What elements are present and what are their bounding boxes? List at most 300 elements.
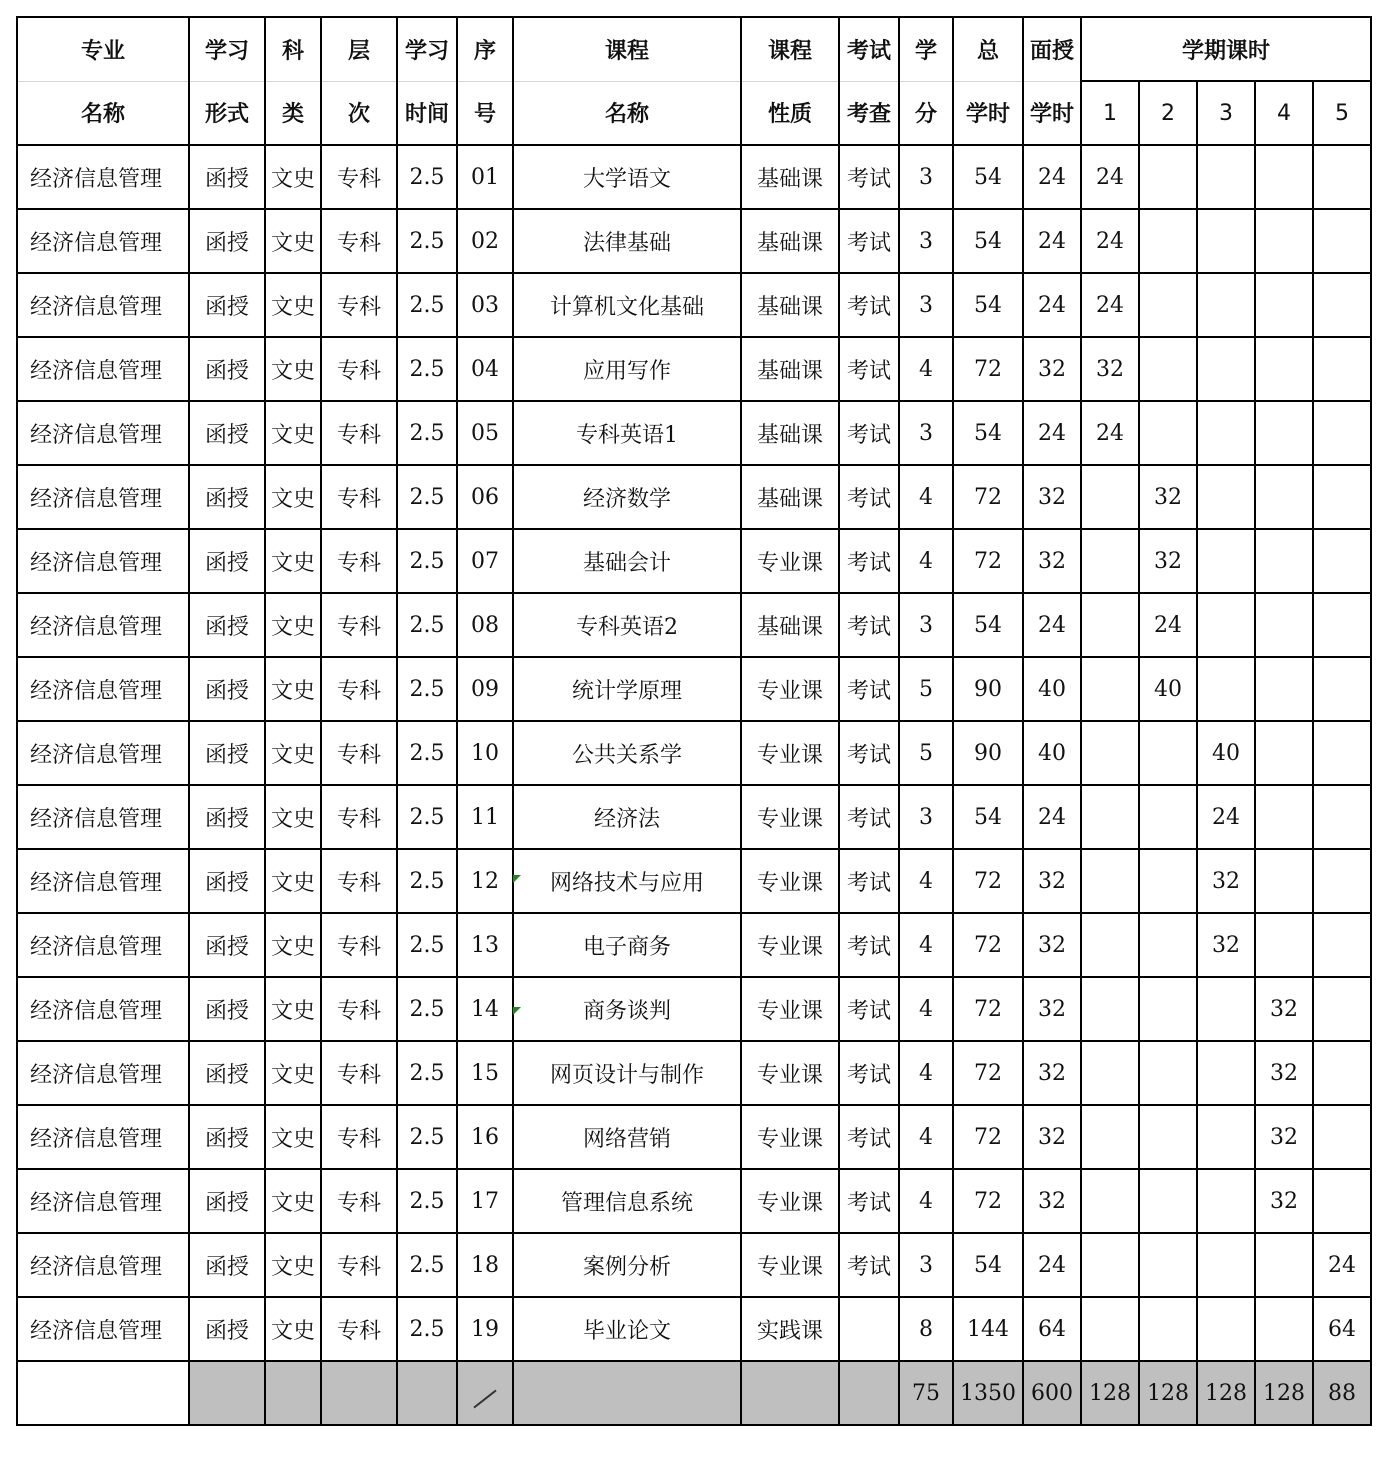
header-study-time-2: 时间 [397, 81, 457, 145]
exam-type-cell: 考试 [839, 593, 899, 657]
exam-type-cell: 考试 [839, 1105, 899, 1169]
semester-4-cell [1255, 913, 1313, 977]
semester-1-cell [1081, 1297, 1139, 1361]
comment-marker-icon [513, 1007, 521, 1015]
table-row [17, 273, 1371, 337]
diagonal-slash-mark [473, 1389, 496, 1408]
total-hours-cell: 72 [953, 529, 1023, 593]
curriculum-table [16, 16, 1372, 1426]
exam-type-cell [839, 1297, 899, 1361]
total-hours-cell: 72 [953, 465, 1023, 529]
semester-3-cell [1197, 657, 1255, 721]
study-form-cell: 函授 [189, 145, 265, 209]
study-time-cell: 2.5 [397, 1297, 457, 1361]
category-cell: 文史 [265, 1105, 321, 1169]
study-time-cell: 2.5 [397, 657, 457, 721]
semester-1-cell [1081, 977, 1139, 1041]
semester-4-cell [1255, 465, 1313, 529]
table-row [17, 785, 1371, 849]
semester-3-cell [1197, 273, 1255, 337]
credits-cell: 8 [899, 1297, 953, 1361]
header-major: 专业 [17, 17, 189, 81]
semester-2-cell [1139, 401, 1197, 465]
level-cell: 专科 [321, 1297, 397, 1361]
header-course-type-2: 性质 [741, 81, 839, 145]
total-hours-cell: 144 [953, 1297, 1023, 1361]
major-cell: 经济信息管理 [17, 657, 189, 721]
header-row-1 [17, 17, 1371, 81]
study-time-cell: 2.5 [397, 401, 457, 465]
face-hours-cell: 32 [1023, 337, 1081, 401]
face-hours-cell: 32 [1023, 465, 1081, 529]
semester-2-cell [1139, 1169, 1197, 1233]
course-type-cell: 专业课 [741, 1169, 839, 1233]
study-form-cell: 函授 [189, 209, 265, 273]
number-cell: 04 [457, 337, 513, 401]
semester-5-cell [1313, 209, 1371, 273]
total-hours-cell: 72 [953, 1169, 1023, 1233]
study-form-cell: 函授 [189, 1297, 265, 1361]
total-hours-cell: 72 [953, 977, 1023, 1041]
header-category-2: 类 [265, 81, 321, 145]
credits-cell: 3 [899, 1233, 953, 1297]
number-cell: 05 [457, 401, 513, 465]
exam-type-cell: 考试 [839, 529, 899, 593]
total-hours-cell: 54 [953, 273, 1023, 337]
semester-1-cell: 32 [1081, 337, 1139, 401]
number-cell: 06 [457, 465, 513, 529]
semester-3-cell: 24 [1197, 785, 1255, 849]
category-cell: 文史 [265, 849, 321, 913]
table-row [17, 401, 1371, 465]
number-cell: 12 [457, 849, 513, 913]
major-cell: 经济信息管理 [17, 977, 189, 1041]
total-hours-cell: 72 [953, 1105, 1023, 1169]
category-cell: 文史 [265, 273, 321, 337]
semester-2-cell [1139, 1233, 1197, 1297]
table-row [17, 1169, 1371, 1233]
number-cell: 02 [457, 209, 513, 273]
totals-slash-cell [457, 1361, 513, 1425]
level-cell: 专科 [321, 337, 397, 401]
course-type-cell: 基础课 [741, 337, 839, 401]
total-hours-cell: 54 [953, 1233, 1023, 1297]
study-form-cell: 函授 [189, 977, 265, 1041]
credits-cell: 4 [899, 337, 953, 401]
semester-1-cell [1081, 593, 1139, 657]
total-hours-cell: 72 [953, 849, 1023, 913]
table-row [17, 977, 1371, 1041]
totals-gray-cell [741, 1361, 839, 1425]
header-study-form: 学习 [189, 17, 265, 81]
semester-3-cell [1197, 593, 1255, 657]
course-type-cell: 专业课 [741, 657, 839, 721]
totals-gray-cell [321, 1361, 397, 1425]
number-cell: 07 [457, 529, 513, 593]
exam-type-cell: 考试 [839, 1233, 899, 1297]
course-name-cell: 经济数学 [513, 465, 741, 529]
face-hours-cell: 24 [1023, 401, 1081, 465]
exam-type-cell: 考试 [839, 721, 899, 785]
face-hours-cell: 40 [1023, 721, 1081, 785]
semester-3-cell [1197, 1233, 1255, 1297]
face-hours-cell: 32 [1023, 849, 1081, 913]
header-level: 层 [321, 17, 397, 81]
level-cell: 专科 [321, 785, 397, 849]
study-form-cell: 函授 [189, 849, 265, 913]
semester-3-cell [1197, 401, 1255, 465]
study-form-cell: 函授 [189, 785, 265, 849]
study-time-cell: 2.5 [397, 337, 457, 401]
semester-1-cell [1081, 785, 1139, 849]
category-cell: 文史 [265, 913, 321, 977]
study-time-cell: 2.5 [397, 977, 457, 1041]
course-type-cell: 基础课 [741, 145, 839, 209]
header-number: 序 [457, 17, 513, 81]
exam-type-cell: 考试 [839, 337, 899, 401]
semester-3-cell [1197, 1297, 1255, 1361]
totals-semester-2: 128 [1139, 1361, 1197, 1425]
semester-1-cell: 24 [1081, 209, 1139, 273]
number-cell: 14 [457, 977, 513, 1041]
semester-3-cell [1197, 977, 1255, 1041]
total-hours-cell: 72 [953, 1041, 1023, 1105]
exam-type-cell: 考试 [839, 465, 899, 529]
semester-3-cell [1197, 1041, 1255, 1105]
course-type-cell: 专业课 [741, 721, 839, 785]
study-form-cell: 函授 [189, 401, 265, 465]
semester-3-cell [1197, 1105, 1255, 1169]
header-course-name-2: 名称 [513, 81, 741, 145]
semester-1-cell [1081, 529, 1139, 593]
semester-3-cell: 32 [1197, 913, 1255, 977]
semester-4-cell [1255, 593, 1313, 657]
table-row [17, 145, 1371, 209]
header-credits-2: 分 [899, 81, 953, 145]
comment-marker-icon [513, 875, 521, 883]
semester-2-cell [1139, 721, 1197, 785]
number-cell: 19 [457, 1297, 513, 1361]
header-credits: 学 [899, 17, 953, 81]
category-cell: 文史 [265, 721, 321, 785]
level-cell: 专科 [321, 1041, 397, 1105]
semester-4-cell [1255, 849, 1313, 913]
major-cell: 经济信息管理 [17, 529, 189, 593]
study-time-cell: 2.5 [397, 1233, 457, 1297]
semester-1-cell [1081, 1169, 1139, 1233]
study-form-cell: 函授 [189, 657, 265, 721]
semester-4-cell [1255, 1297, 1313, 1361]
course-name-cell: 基础会计 [513, 529, 741, 593]
totals-row [17, 1361, 1371, 1425]
semester-4-cell: 32 [1255, 1169, 1313, 1233]
study-time-cell: 2.5 [397, 273, 457, 337]
exam-type-cell: 考试 [839, 849, 899, 913]
course-type-cell: 专业课 [741, 1105, 839, 1169]
table-row [17, 1233, 1371, 1297]
exam-type-cell: 考试 [839, 657, 899, 721]
study-form-cell: 函授 [189, 529, 265, 593]
semester-5-cell [1313, 657, 1371, 721]
study-time-cell: 2.5 [397, 529, 457, 593]
course-name-cell: 电子商务 [513, 913, 741, 977]
semester-5-cell [1313, 273, 1371, 337]
category-cell: 文史 [265, 977, 321, 1041]
course-name-cell: 毕业论文 [513, 1297, 741, 1361]
course-name-cell: 商务谈判 [513, 977, 741, 1041]
major-cell: 经济信息管理 [17, 593, 189, 657]
semester-5-cell [1313, 145, 1371, 209]
exam-type-cell: 考试 [839, 977, 899, 1041]
course-name-cell: 大学语文 [513, 145, 741, 209]
semester-5-cell [1313, 465, 1371, 529]
semester-2-cell: 32 [1139, 465, 1197, 529]
header-number-2: 号 [457, 81, 513, 145]
semester-5-cell [1313, 913, 1371, 977]
totals-gray-cell [839, 1361, 899, 1425]
study-time-cell: 2.5 [397, 593, 457, 657]
study-time-cell: 2.5 [397, 1105, 457, 1169]
semester-2-cell: 32 [1139, 529, 1197, 593]
level-cell: 专科 [321, 593, 397, 657]
credits-cell: 5 [899, 721, 953, 785]
number-cell: 08 [457, 593, 513, 657]
category-cell: 文史 [265, 209, 321, 273]
major-cell: 经济信息管理 [17, 401, 189, 465]
level-cell: 专科 [321, 401, 397, 465]
semester-1-cell [1081, 1041, 1139, 1105]
semester-5-cell [1313, 977, 1371, 1041]
header-course-type: 课程 [741, 17, 839, 81]
credits-cell: 3 [899, 401, 953, 465]
credits-cell: 3 [899, 273, 953, 337]
course-name-cell: 专科英语1 [513, 401, 741, 465]
semester-4-cell [1255, 401, 1313, 465]
semester-2-cell [1139, 145, 1197, 209]
header-category: 科 [265, 17, 321, 81]
semester-5-cell: 24 [1313, 1233, 1371, 1297]
major-cell: 经济信息管理 [17, 273, 189, 337]
header-total-hours: 总 [953, 17, 1023, 81]
study-time-cell: 2.5 [397, 1169, 457, 1233]
semester-4-cell [1255, 337, 1313, 401]
number-cell: 16 [457, 1105, 513, 1169]
credits-cell: 3 [899, 209, 953, 273]
study-form-cell: 函授 [189, 337, 265, 401]
total-hours-cell: 72 [953, 913, 1023, 977]
semester-3-cell [1197, 1169, 1255, 1233]
credits-cell: 3 [899, 145, 953, 209]
course-name-cell: 计算机文化基础 [513, 273, 741, 337]
totals-gray-cell [397, 1361, 457, 1425]
level-cell: 专科 [321, 721, 397, 785]
face-hours-cell: 24 [1023, 593, 1081, 657]
totals-total-hours: 1350 [953, 1361, 1023, 1425]
face-hours-cell: 24 [1023, 145, 1081, 209]
category-cell: 文史 [265, 529, 321, 593]
table-row [17, 1297, 1371, 1361]
course-name-cell: 公共关系学 [513, 721, 741, 785]
semester-5-cell [1313, 337, 1371, 401]
major-cell: 经济信息管理 [17, 1169, 189, 1233]
course-type-cell: 专业课 [741, 1041, 839, 1105]
credits-cell: 4 [899, 1169, 953, 1233]
level-cell: 专科 [321, 849, 397, 913]
credits-cell: 3 [899, 785, 953, 849]
number-cell: 01 [457, 145, 513, 209]
study-time-cell: 2.5 [397, 145, 457, 209]
level-cell: 专科 [321, 1169, 397, 1233]
header-semester-5: 5 [1313, 81, 1371, 145]
study-form-cell: 函授 [189, 1041, 265, 1105]
semester-2-cell [1139, 273, 1197, 337]
header-semester-1: 1 [1081, 81, 1139, 145]
totals-gray-cell [265, 1361, 321, 1425]
study-time-cell: 2.5 [397, 913, 457, 977]
header-semester-hours: 学期课时 [1081, 17, 1371, 81]
header-face-hours-2: 学时 [1023, 81, 1081, 145]
level-cell: 专科 [321, 913, 397, 977]
major-cell: 经济信息管理 [17, 785, 189, 849]
category-cell: 文史 [265, 145, 321, 209]
header-level-2: 次 [321, 81, 397, 145]
semester-1-cell: 24 [1081, 273, 1139, 337]
number-cell: 10 [457, 721, 513, 785]
face-hours-cell: 24 [1023, 785, 1081, 849]
category-cell: 文史 [265, 1041, 321, 1105]
level-cell: 专科 [321, 657, 397, 721]
exam-type-cell: 考试 [839, 1041, 899, 1105]
exam-type-cell: 考试 [839, 785, 899, 849]
semester-1-cell [1081, 913, 1139, 977]
total-hours-cell: 54 [953, 209, 1023, 273]
course-name-cell: 应用写作 [513, 337, 741, 401]
face-hours-cell: 32 [1023, 1041, 1081, 1105]
course-type-cell: 专业课 [741, 529, 839, 593]
exam-type-cell: 考试 [839, 1169, 899, 1233]
credits-cell: 4 [899, 529, 953, 593]
exam-type-cell: 考试 [839, 273, 899, 337]
table-row [17, 337, 1371, 401]
total-hours-cell: 54 [953, 593, 1023, 657]
semester-4-cell [1255, 273, 1313, 337]
course-type-cell: 基础课 [741, 465, 839, 529]
category-cell: 文史 [265, 593, 321, 657]
major-cell: 经济信息管理 [17, 849, 189, 913]
major-cell: 经济信息管理 [17, 209, 189, 273]
study-form-cell: 函授 [189, 721, 265, 785]
semester-1-cell [1081, 1105, 1139, 1169]
study-time-cell: 2.5 [397, 209, 457, 273]
course-type-cell: 专业课 [741, 913, 839, 977]
semester-4-cell [1255, 529, 1313, 593]
semester-3-cell [1197, 337, 1255, 401]
course-type-cell: 基础课 [741, 401, 839, 465]
header-row-2 [17, 81, 1371, 145]
table-row [17, 913, 1371, 977]
totals-gray-cell [189, 1361, 265, 1425]
semester-5-cell: 64 [1313, 1297, 1371, 1361]
semester-5-cell [1313, 529, 1371, 593]
level-cell: 专科 [321, 977, 397, 1041]
number-cell: 11 [457, 785, 513, 849]
study-time-cell: 2.5 [397, 785, 457, 849]
number-cell: 18 [457, 1233, 513, 1297]
credits-cell: 3 [899, 593, 953, 657]
category-cell: 文史 [265, 337, 321, 401]
face-hours-cell: 40 [1023, 657, 1081, 721]
study-time-cell: 2.5 [397, 849, 457, 913]
semester-5-cell [1313, 401, 1371, 465]
course-name-cell: 网页设计与制作 [513, 1041, 741, 1105]
semester-3-cell: 40 [1197, 721, 1255, 785]
study-form-cell: 函授 [189, 913, 265, 977]
semester-3-cell [1197, 209, 1255, 273]
course-name-cell: 网络技术与应用 [513, 849, 741, 913]
header-major-2: 名称 [17, 81, 189, 145]
exam-type-cell: 考试 [839, 913, 899, 977]
semester-2-cell [1139, 849, 1197, 913]
course-name-cell: 法律基础 [513, 209, 741, 273]
table-row [17, 657, 1371, 721]
semester-4-cell [1255, 145, 1313, 209]
exam-type-cell: 考试 [839, 209, 899, 273]
semester-4-cell [1255, 1233, 1313, 1297]
level-cell: 专科 [321, 465, 397, 529]
semester-2-cell [1139, 913, 1197, 977]
semester-4-cell: 32 [1255, 1041, 1313, 1105]
number-cell: 13 [457, 913, 513, 977]
study-form-cell: 函授 [189, 273, 265, 337]
total-hours-cell: 72 [953, 337, 1023, 401]
credits-cell: 5 [899, 657, 953, 721]
table-row [17, 1105, 1371, 1169]
study-form-cell: 函授 [189, 593, 265, 657]
level-cell: 专科 [321, 145, 397, 209]
total-hours-cell: 90 [953, 721, 1023, 785]
table-row [17, 721, 1371, 785]
header-course-name: 课程 [513, 17, 741, 81]
semester-4-cell [1255, 785, 1313, 849]
major-cell: 经济信息管理 [17, 913, 189, 977]
face-hours-cell: 24 [1023, 273, 1081, 337]
semester-2-cell [1139, 785, 1197, 849]
category-cell: 文史 [265, 1233, 321, 1297]
study-form-cell: 函授 [189, 1169, 265, 1233]
level-cell: 专科 [321, 209, 397, 273]
course-name-cell: 案例分析 [513, 1233, 741, 1297]
semester-2-cell: 40 [1139, 657, 1197, 721]
semester-3-cell [1197, 529, 1255, 593]
semester-3-cell [1197, 465, 1255, 529]
course-type-cell: 实践课 [741, 1297, 839, 1361]
major-cell: 经济信息管理 [17, 337, 189, 401]
level-cell: 专科 [321, 273, 397, 337]
semester-1-cell [1081, 1233, 1139, 1297]
course-type-cell: 专业课 [741, 977, 839, 1041]
number-cell: 17 [457, 1169, 513, 1233]
exam-type-cell: 考试 [839, 401, 899, 465]
table-row [17, 209, 1371, 273]
semester-4-cell: 32 [1255, 977, 1313, 1041]
table-row [17, 529, 1371, 593]
course-name-cell: 专科英语2 [513, 593, 741, 657]
totals-semester-5: 88 [1313, 1361, 1371, 1425]
number-cell: 15 [457, 1041, 513, 1105]
semester-5-cell [1313, 721, 1371, 785]
totals-gray-cell [513, 1361, 741, 1425]
semester-2-cell: 24 [1139, 593, 1197, 657]
